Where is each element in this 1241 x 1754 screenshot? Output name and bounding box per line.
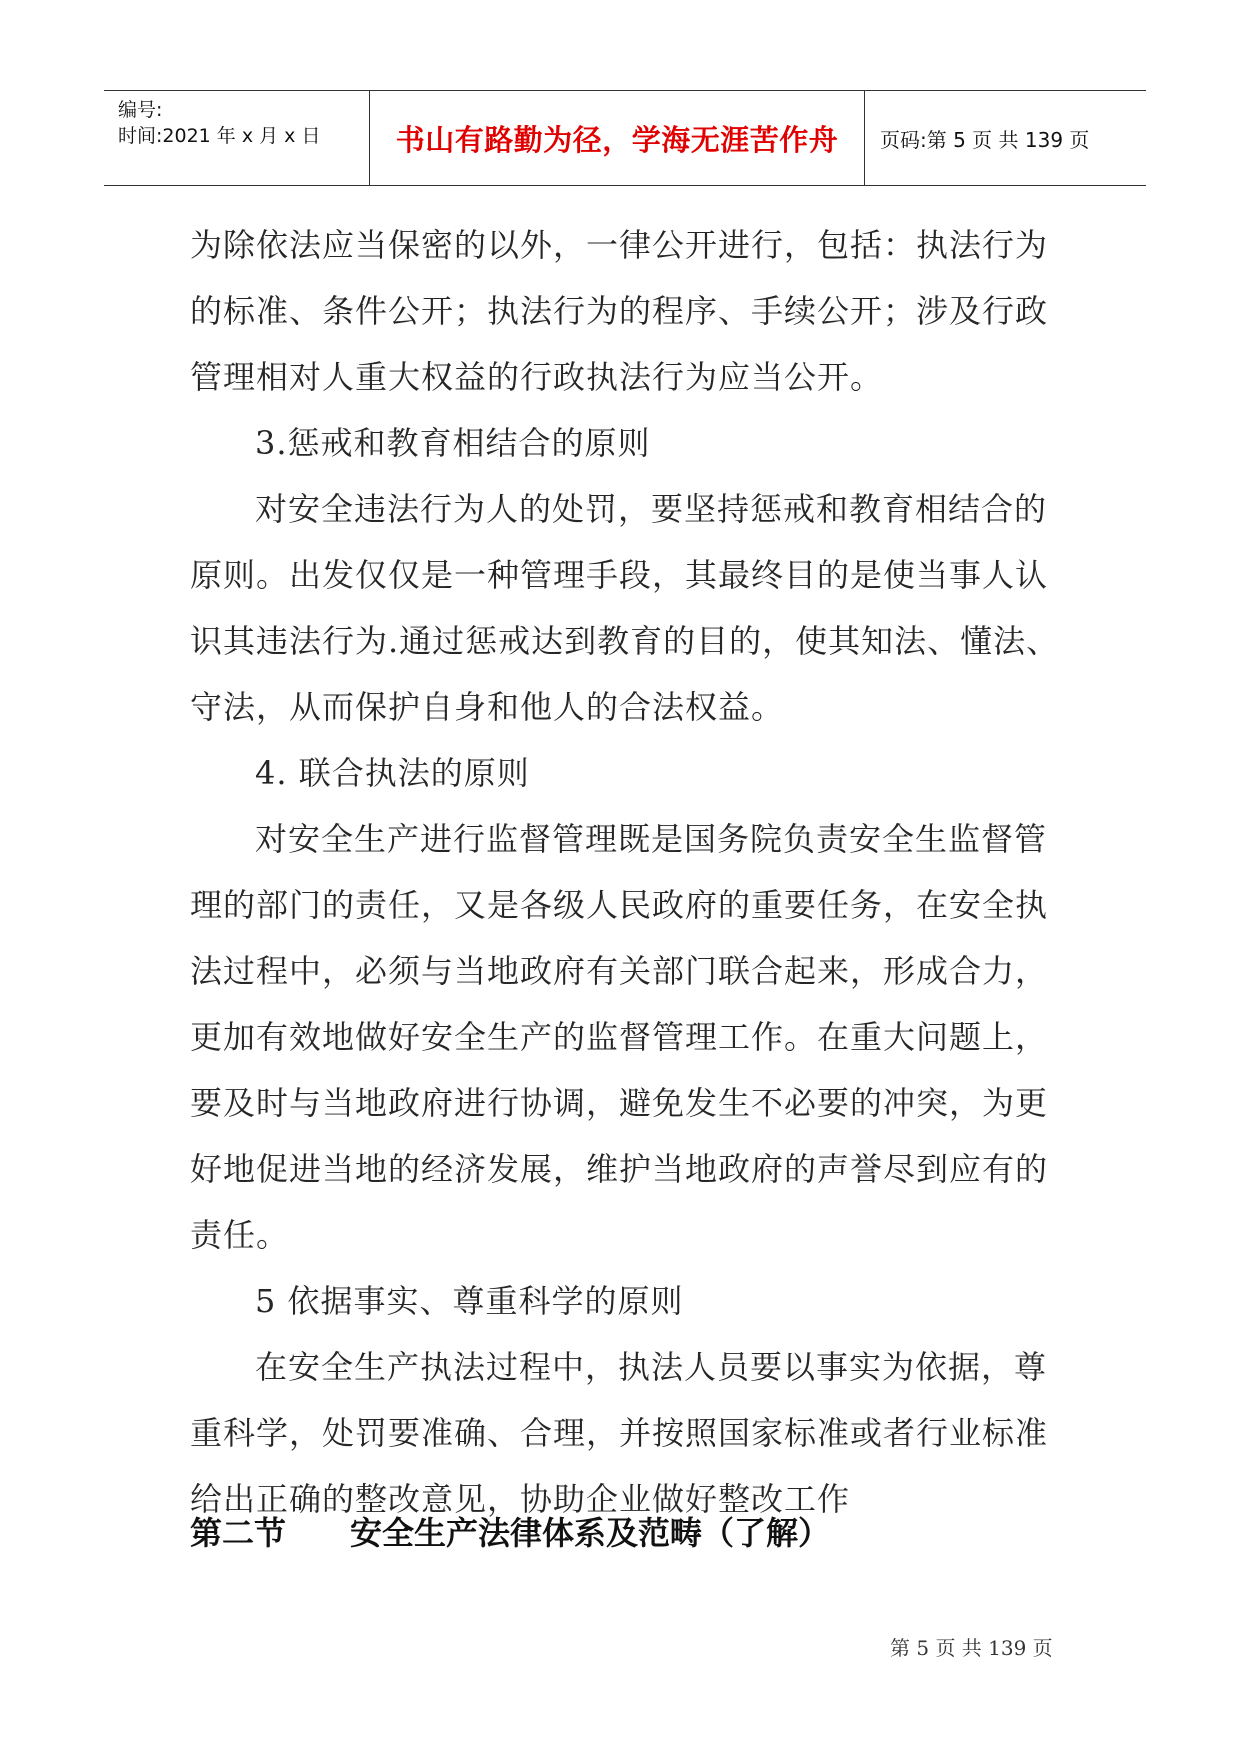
header-page-info: 页码:第 5 页 共 139 页 [880, 127, 1090, 152]
paragraph-principle-3: 对安全违法行为人的处罚，要坚持惩戒和教育相结合的原则。出发仅仅是一种管理手段，其最终目的是使当事人认识其违法行为.通过惩戒达到教育的目的，使其知法、懂法、守法，从而保护自身和他人的合法权益。 [190, 490, 1060, 726]
document-body [190, 212, 1070, 1532]
time-label: 时间:2021 年 x 月 x 日 [118, 125, 321, 147]
header-meta-cell [104, 91, 370, 185]
principle-5-heading: 5 依据事实、尊重科学的原则 [255, 1282, 684, 1320]
principle-3-heading: 3.惩戒和教育相结合的原则 [255, 424, 651, 462]
section-heading: 第二节 安全生产法律体系及范畴（了解） [190, 1514, 831, 1552]
paragraph-continuation: 为除依法应当保密的以外，一律公开进行，包括：执法行为的标准、条件公开；执法行为的程序、手续公开；涉及行政管理相对人重大权益的行政执法行为应当公开。 [190, 226, 1049, 396]
page-footer: 第 5 页 共 139 页 [890, 1636, 1053, 1660]
header-motto: 书山有路勤为径，学海无涯苦作舟 [370, 91, 865, 185]
page-header [104, 90, 1146, 186]
paragraph-principle-5: 在安全生产执法过程中，执法人员要以事实为依据，尊重科学，处罚要准确、合理，并按照国家标准或者行业标准给出正确的整改意见，协助企业做好整改工作 [190, 1348, 1049, 1518]
number-label: 编号: [118, 99, 163, 121]
principle-4-heading: 4. 联合执法的原则 [255, 754, 530, 792]
paragraph-principle-4: 对安全生产进行监督管理既是国务院负责安全生监督管理的部门的责任，又是各级人民政府的重要任务，在安全执法过程中，必须与当地政府有关部门联合起来，形成合力，更加有效地做好安全生产的监督管理工作。在重大问题上，要及时与当地政府进行协调，避免发生不必要的冲突，为更好地促进当地的经济发展，维护当地政府的声誉尽到应有的责任。 [190, 820, 1049, 1254]
